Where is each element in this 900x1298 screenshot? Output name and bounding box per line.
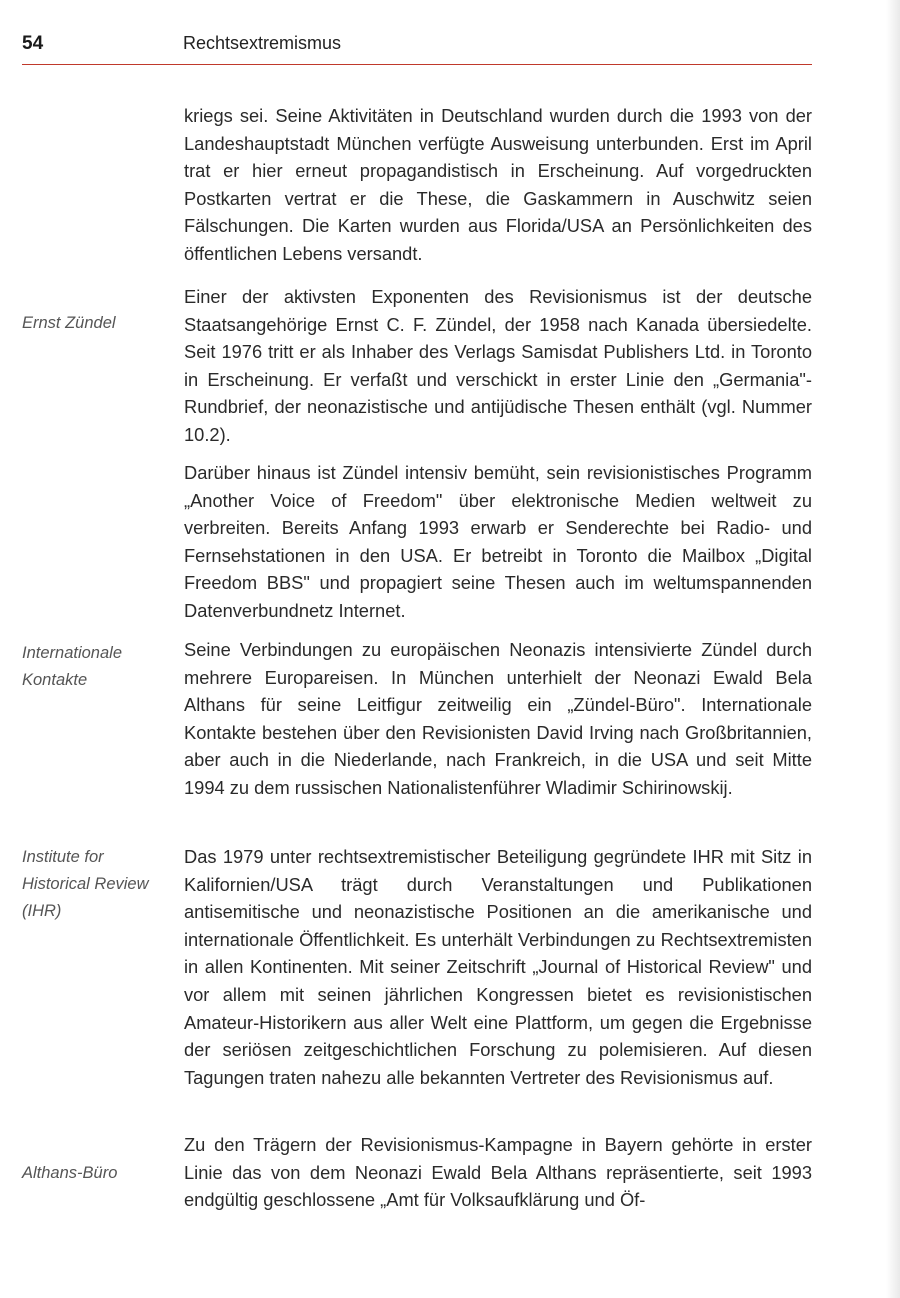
margin-note-line: Institute for [22,848,104,866]
margin-note-line: Kontakte [22,671,88,689]
header-rule [22,64,812,65]
margin-note-ernst-zuendel [22,310,172,337]
page-number: 54 [22,33,44,54]
margin-note-althans-buero [22,1160,172,1187]
page-header [22,33,812,73]
margin-note-internationale-kontakte [22,640,172,694]
body-paragraph: Das 1979 unter rechtsextremistischer Beteiligung gegründete IHR mit Sitz in Kalifornien/USA trägt durch Veranstaltungen und Publikationen antisemitische und neonazistische Positionen an die amerikanische und internationale Öffentlichkeit. Es unterhält Verbindungen zu Rechtsextremisten in allen Kontinenten. Mit seiner Zeitschrift „Journal of Historical Review" und vor allem mit seinen jährlichen Kongressen bietet es revisionistischen Amateur-Historikern aus aller Welt eine Plattform, um gegen die Ergebnisse der seriösen zeitgeschichtlichen Forschung zu polemisieren. Auf diesen Tagungen traten nahezu alle bekannten Vertreter des Revisionismus auf. [184,846,812,1088]
margin-note-line: Historical Review [22,875,149,893]
margin-note-ihr [22,844,172,925]
margin-note-line: Internationale [22,644,122,662]
margin-note-text: Ernst Zündel [22,314,116,332]
page-edge-shadow [886,0,900,1298]
body-paragraph: kriegs sei. Seine Aktivitäten in Deutschland wurden durch die 1993 von der Landeshauptstadt München verfügte Ausweisung unterbunden. Erst im April trat er hier erneut propagandistisch in Erscheinung. Auf vorgedruckten Postkarten vertrat er die These, die Gaskammern in Auschwitz seien Fälschungen. Die Karten wurden aus Florida/USA an Persönlichkeiten des öffentlichen Lebens versandt. [184,105,812,264]
margin-note-line: (IHR) [22,902,62,920]
body-paragraph: Einer der aktivsten Exponenten des Revisionismus ist der deutsche Staatsangehörige Ernst C. F. Zündel, der 1958 nach Kanada übersiedelte. Seit 1976 tritt er als Inhaber des Verlags Samisdat Publishers Ltd. in Toronto in Erscheinung. Er verfaßt und verschickt in erster Linie den „Germania"-Rundbrief, der neonazistische und antijüdische Thesen enthält (vgl. Nummer 10.2). [184,286,812,445]
body-paragraph: Zu den Trägern der Revisionismus-Kampagne in Bayern gehörte in erster Linie das von dem Neonazi Ewald Bela Althans repräsentierte, seit 1993 endgültig geschlossene „Amt für Volksaufklärung und Öf- [184,1134,812,1211]
body-paragraph: Darüber hinaus ist Zündel intensiv bemüht, sein revisionistisches Programm „Another Voice of Freedom" über elektronische Medien weltweit zu verbreiten. Bereits Anfang 1993 erwarb er Senderechte bei Radio- und Fernsehstationen in den USA. Er betreibt in Toronto die Mailbox „Digital Freedom BBS" und propagiert seine Thesen auch im weltumspannenden Datenverbundnetz Internet. [184,462,812,621]
body-paragraph: Seine Verbindungen zu europäischen Neonazis intensivierte Zündel durch mehrere Europareisen. In München unterhielt der Neonazi Ewald Bela Althans für seine Leitfigur zeitweilig ein „Zündel-Büro". Internationale Kontakte bestehen über den Revisionisten David Irving nach Großbritannien, aber auch in die Niederlande, nach Frankreich, in die USA und seit Mitte 1994 zu dem russischen Nationalistenführer Wladimir Schirinowskij. [184,639,812,798]
margin-note-text: Althans-Büro [22,1164,118,1182]
running-title: Rechtsextremismus [183,33,342,53]
